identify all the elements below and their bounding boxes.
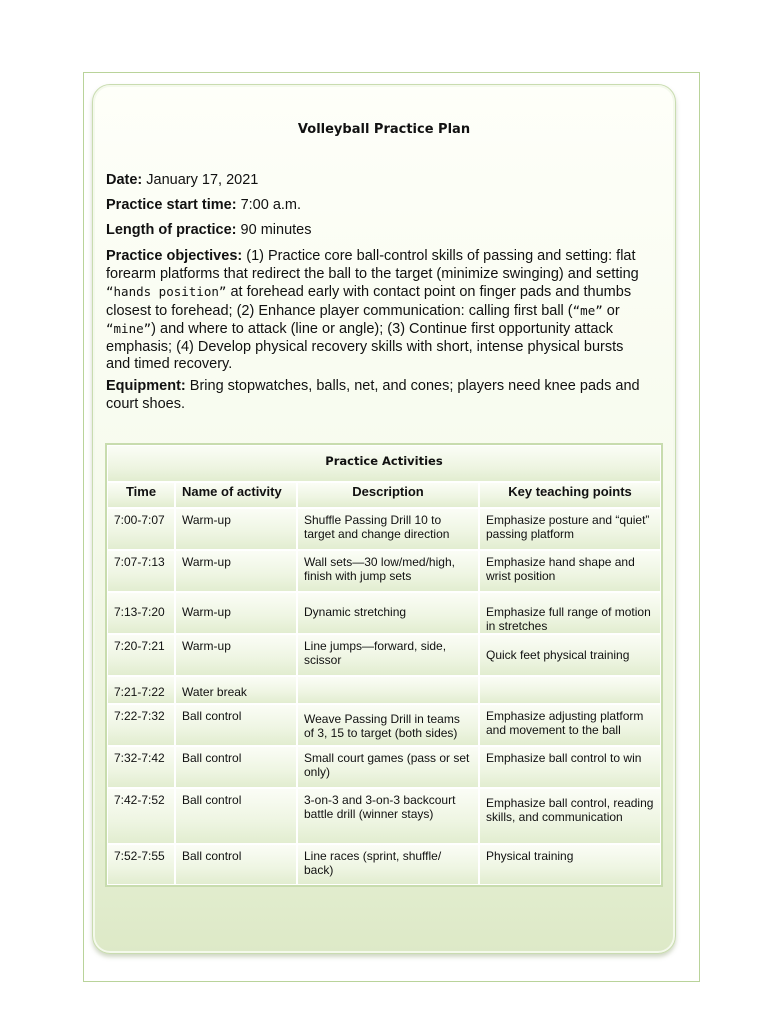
row-key-points: Emphasize ball control to win xyxy=(479,746,661,788)
length-field xyxy=(106,222,651,240)
objectives-text-2: at forehead early with contact point on finger pads and thumbs closest to forehead; (2) Enhance player communication: calling first ball ( xyxy=(106,284,632,319)
header-activity: Name of activity xyxy=(175,482,297,508)
row-time: 7:07-7:13 xyxy=(107,550,175,592)
date-field xyxy=(106,172,651,190)
row-time: 7:21-7:22 xyxy=(107,676,175,704)
objectives-label: Practice objectives: xyxy=(106,248,243,264)
equipment-field xyxy=(106,378,651,413)
row-activity: Ball control xyxy=(175,746,297,788)
header-time: Time xyxy=(107,482,175,508)
objectives-hands-position: “hands position” xyxy=(106,284,227,299)
objectives-text-4: ) and where to attack (line or angle); (3) Continue first opportunity attack emphasis; (4) Develop physical recovery skills with short, intense physical bursts and timed recovery. xyxy=(106,321,624,372)
equipment-value: Bring stopwatches, balls, net, and cones; players need knee pads and court shoes. xyxy=(106,378,640,412)
row-key-points: Emphasize full range of motion in stretches xyxy=(479,592,661,634)
objectives-mine: “mine” xyxy=(106,321,152,336)
row-activity: Ball control xyxy=(175,704,297,746)
row-time: 7:52-7:55 xyxy=(107,844,175,885)
start-time-value: 7:00 a.m. xyxy=(236,197,302,213)
row-activity: Warm-up xyxy=(175,592,297,634)
row-key-points: Emphasize ball control, reading skills, and communication xyxy=(479,788,661,844)
length-label: Length of practice: xyxy=(106,222,237,238)
header-key-points: Key teaching points xyxy=(479,482,661,508)
date-label: Date: xyxy=(106,172,143,188)
row-description: Small court games (pass or set only) xyxy=(297,746,479,788)
length-value: 90 minutes xyxy=(236,222,312,238)
row-key-points: Emphasize posture and “quiet” passing platform xyxy=(479,508,661,550)
header-description: Description xyxy=(297,482,479,508)
row-description: Line jumps—forward, side, scissor xyxy=(297,634,479,676)
date-value: January 17, 2021 xyxy=(142,172,259,188)
row-time: 7:22-7:32 xyxy=(107,704,175,746)
row-time: 7:32-7:42 xyxy=(107,746,175,788)
row-key-points: Emphasize hand shape and wrist position xyxy=(479,550,661,592)
row-time: 7:00-7:07 xyxy=(107,508,175,550)
row-key-points: Physical training xyxy=(479,844,661,885)
equipment-label: Equipment: xyxy=(106,378,186,394)
document-title: Volleyball Practice Plan xyxy=(297,122,471,137)
objectives-text-3: or xyxy=(602,302,620,319)
row-time: 7:42-7:52 xyxy=(107,788,175,844)
start-time-field xyxy=(106,197,651,215)
activities-table xyxy=(105,443,663,887)
objectives-text-1: (1) Practice core ball-control skills of passing and setting: flat forearm platforms that redirect the ball to the target (minimize swinging) and setting xyxy=(106,248,639,282)
row-activity: Warm-up xyxy=(175,634,297,676)
start-time-label: Practice start time: xyxy=(106,197,237,213)
row-description: 3-on-3 and 3-on-3 backcourt battle drill (winner stays) xyxy=(297,788,479,844)
row-key-points: Emphasize adjusting platform and movement to the ball xyxy=(479,704,661,746)
row-description: Line races (sprint, shuffle/ back) xyxy=(297,844,479,885)
row-activity: Ball control xyxy=(175,844,297,885)
row-description xyxy=(297,676,479,704)
objectives-field xyxy=(106,248,651,374)
row-description: Weave Passing Drill in teams of 3, 15 to target (both sides) xyxy=(297,704,479,746)
table-title: Practice Activities xyxy=(107,445,661,482)
row-description: Wall sets—30 low/med/high, finish with jump sets xyxy=(297,550,479,592)
row-activity: Water break xyxy=(175,676,297,704)
row-time: 7:20-7:21 xyxy=(107,634,175,676)
row-key-points: Quick feet physical training xyxy=(479,634,661,676)
row-key-points xyxy=(479,676,661,704)
row-time: 7:13-7:20 xyxy=(107,592,175,634)
row-description: Shuffle Passing Drill 10 to target and change direction xyxy=(297,508,479,550)
row-activity: Warm-up xyxy=(175,508,297,550)
row-description: Dynamic stretching xyxy=(297,592,479,634)
objectives-me: “me” xyxy=(572,302,603,318)
row-activity: Ball control xyxy=(175,788,297,844)
row-activity: Warm-up xyxy=(175,550,297,592)
